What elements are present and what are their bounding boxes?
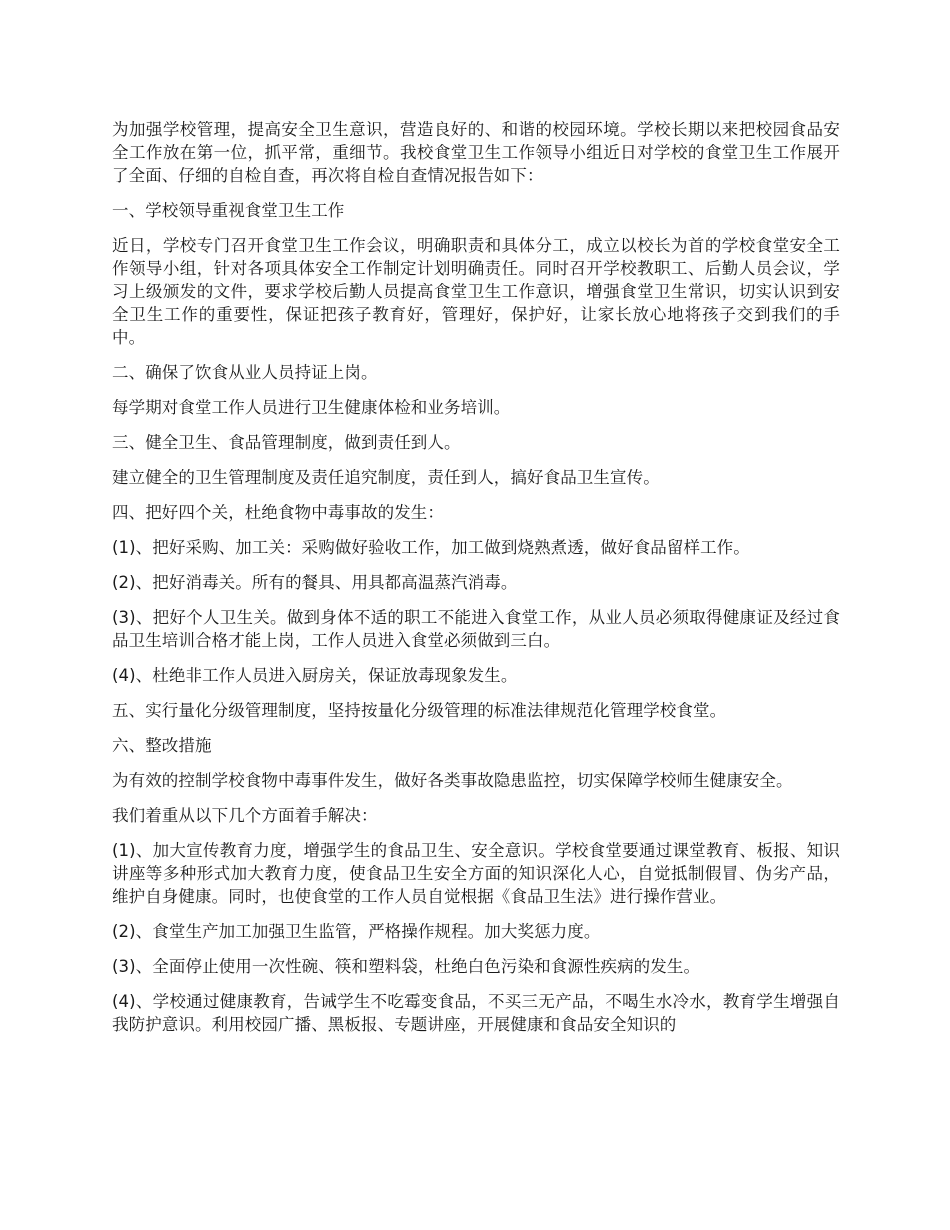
document-page [112,118,840,1048]
body-paragraph: 近日，学校专门召开食堂卫生工作会议，明确职责和具体分工，成立以校长为首的学校食堂安全工作领导小组，针对各项具体安全工作制定计划明确责任。同时召开学校教职工、后勤人员会议，学习上级颁发的文件，要求学校后勤人员提高食堂卫生工作意识，增强食堂卫生常识，切实认识到安全卫生工作的重要性，保证把孩子教育好，管理好，保护好，让家长放心地将孩子交到我们的手中。 [112,236,840,347]
section-heading-5: 五、实行量化分级管理制度，坚持按量化分级管理的标准法律规范化管理学校食堂。 [112,701,727,720]
list-item: (3)、全面停止使用一次性碗、筷和塑料袋，杜绝白色污染和食源性疾病的发生。 [112,957,701,976]
list-item: (4)、杜绝非工作人员进入厨房关，保证放毒现象发生。 [112,666,518,685]
list-item: (2)、把好消毒关。所有的餐具、用具都高温蒸汽消毒。 [112,573,518,592]
section-heading-1: 一、学校领导重视食堂卫生工作 [112,201,345,220]
list-item: (1)、把好采购、加工关：采购做好验收工作，加工做到烧熟煮透，做好食品留样工作。 [112,538,750,557]
body-paragraph: 每学期对食堂工作人员进行卫生健康体检和业务培训。 [112,398,511,417]
section-heading-6: 六、整改措施 [112,736,212,755]
list-item: (4)、学校通过健康教育，告诫学生不吃霉变食品，不买三无产品，不喝生水冷水，教育学生增强自我防护意识。利用校园广播、黑板报、专题讲座，开展健康和食品安全知识的 [112,992,840,1034]
list-item: (3)、把好个人卫生关。做到身体不适的职工不能进入食堂工作，从业人员必须取得健康证及经过食品卫生培训合格才能上岗，工作人员进入食堂必须做到三白。 [112,608,840,650]
section-heading-3: 三、健全卫生、食品管理制度，做到责任到人。 [112,433,461,452]
list-item: (1)、加大宣传教育力度，增强学生的食品卫生、安全意识。学校食堂要通过课堂教育、板报、知识讲座等多种形式加大教育力度，使食品卫生安全方面的知识深化人心，自觉抵制假冒、伪劣产品，维护自身健康。同时，也使食堂的工作人员自觉根据《食品卫生法》进行操作营业。 [112,841,840,906]
section-heading-4: 四、把好四个关，杜绝食物中毒事故的发生： [112,503,444,522]
body-paragraph: 为有效的控制学校食物中毒事件发生，做好各类事故隐患监控，切实保障学校师生健康安全。 [112,771,793,790]
intro-paragraph: 为加强学校管理，提高安全卫生意识，营造良好的、和谐的校园环境。学校长期以来把校园食品安全工作放在第一位，抓平常，重细节。我校食堂卫生工作领导小组近日对学校的食堂卫生工作展开了全面、仔细的自检自查，再次将自检自查情况报告如下： [112,120,840,185]
body-paragraph: 我们着重从以下几个方面着手解决： [112,806,378,825]
section-heading-2: 二、确保了饮食从业人员持证上岗。 [112,363,378,382]
body-paragraph: 建立健全的卫生管理制度及责任追究制度，责任到人，搞好食品卫生宣传。 [112,468,660,487]
list-item: (2)、食堂生产加工加强卫生监管，严格操作规程。加大奖惩力度。 [112,922,601,941]
